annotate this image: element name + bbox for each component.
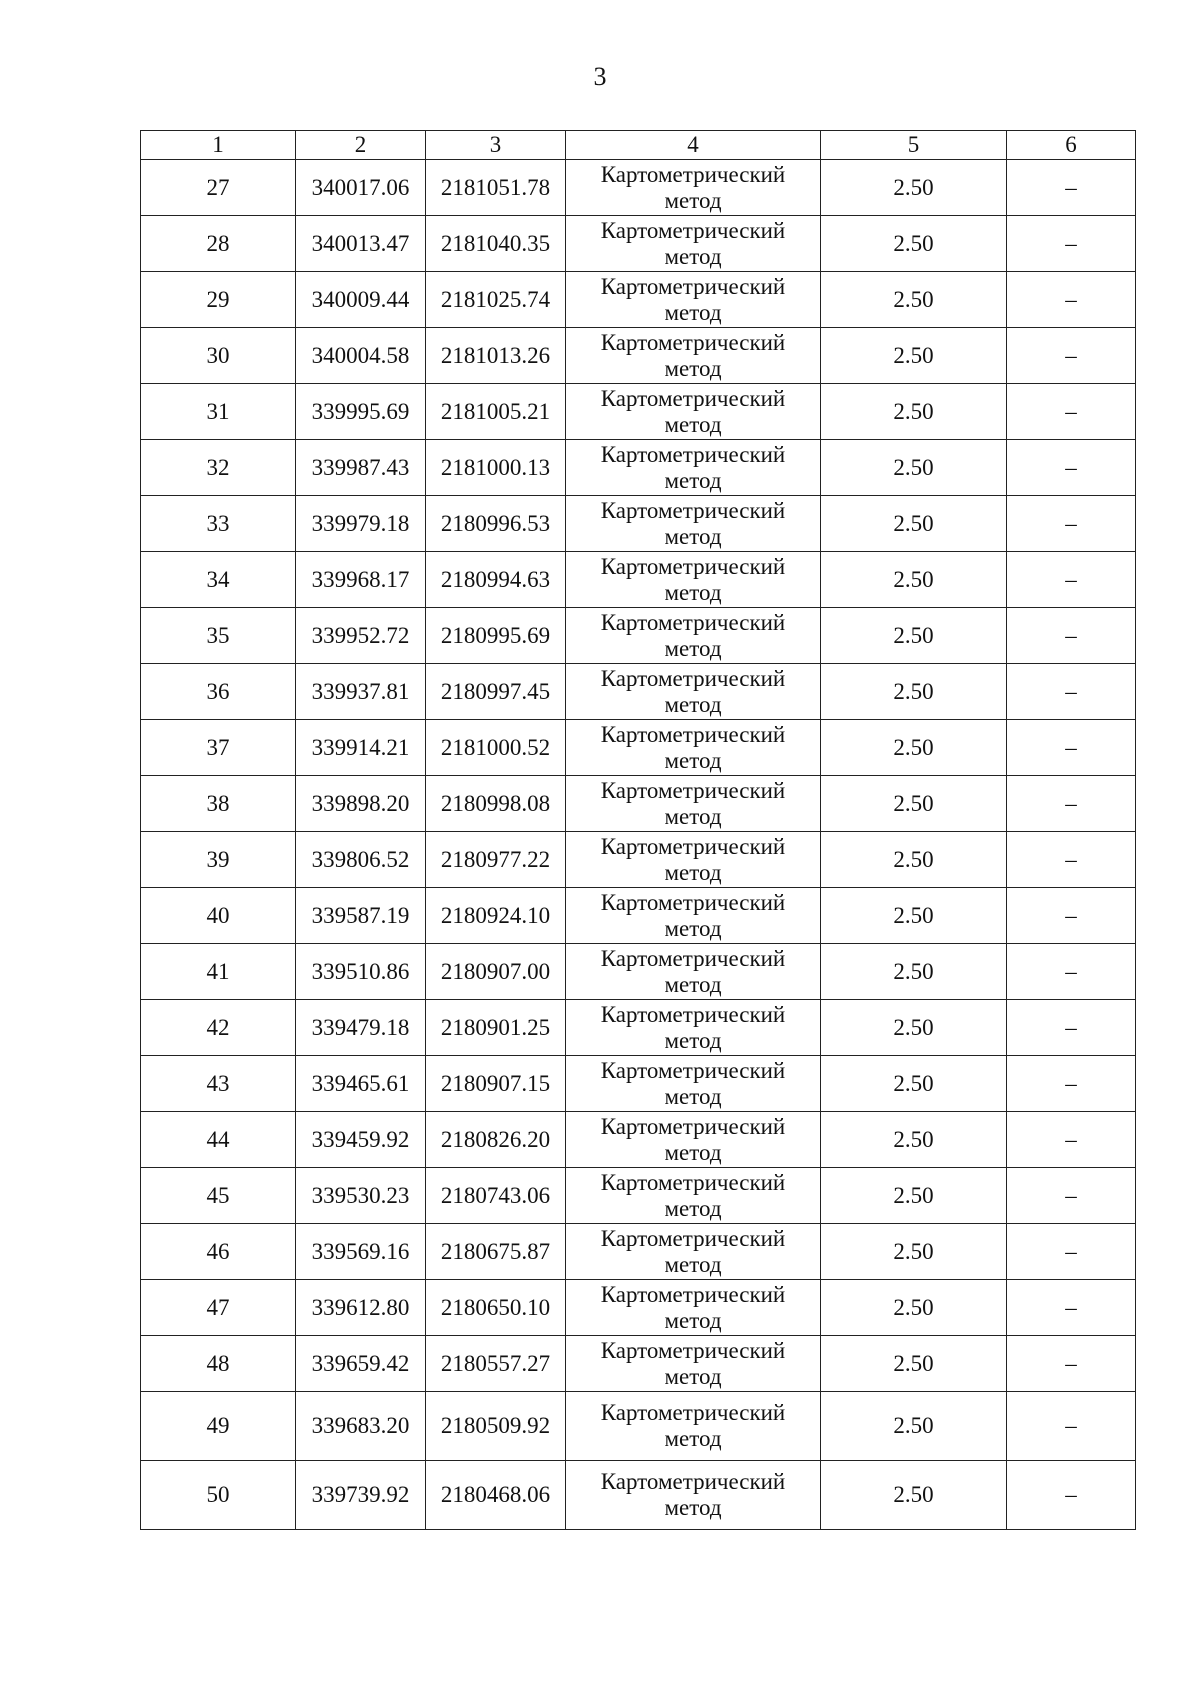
x-coordinate-cell: 339898.20: [296, 776, 426, 832]
table-row: [141, 328, 1136, 384]
point-number-cell: 29: [141, 272, 296, 328]
method-line-1: Картометрический: [600, 441, 786, 467]
method-line-1: Картометрический: [600, 1337, 786, 1363]
method-line-2: метод: [664, 1027, 722, 1053]
point-number-cell: 27: [141, 160, 296, 216]
point-number-cell: 28: [141, 216, 296, 272]
table-row: [141, 888, 1136, 944]
note-cell: –: [1007, 216, 1136, 272]
y-coordinate-cell: 2181013.26: [426, 328, 566, 384]
note-cell: –: [1007, 776, 1136, 832]
y-coordinate-cell: 2181051.78: [426, 160, 566, 216]
table-row: [141, 720, 1136, 776]
method-cell: [566, 1336, 821, 1392]
method-line-2: метод: [664, 467, 722, 493]
y-coordinate-cell: 2180994.63: [426, 552, 566, 608]
y-coordinate-cell: 2180924.10: [426, 888, 566, 944]
x-coordinate-cell: 339479.18: [296, 1000, 426, 1056]
method-cell: [566, 608, 821, 664]
note-cell: –: [1007, 1056, 1136, 1112]
x-coordinate-cell: 339683.20: [296, 1392, 426, 1461]
method-line-2: метод: [664, 971, 722, 997]
accuracy-cell: 2.50: [821, 1392, 1007, 1461]
method-line-2: метод: [664, 747, 722, 773]
header-cell: 1: [141, 131, 296, 160]
point-number-cell: 38: [141, 776, 296, 832]
point-number-cell: 39: [141, 832, 296, 888]
method-cell: [566, 496, 821, 552]
method-line-1: Картометрический: [600, 1057, 786, 1083]
point-number-cell: 49: [141, 1392, 296, 1461]
method-cell: [566, 1461, 821, 1530]
point-number-cell: 50: [141, 1461, 296, 1530]
method-line-2: метод: [664, 859, 722, 885]
method-cell: [566, 1280, 821, 1336]
method-cell: [566, 1056, 821, 1112]
accuracy-cell: 2.50: [821, 776, 1007, 832]
x-coordinate-cell: 339995.69: [296, 384, 426, 440]
method-cell: [566, 552, 821, 608]
method-line-2: метод: [664, 523, 722, 549]
method-line-1: Картометрический: [600, 777, 786, 803]
method-line-2: метод: [664, 691, 722, 717]
table-row: [141, 1112, 1136, 1168]
point-number-cell: 32: [141, 440, 296, 496]
table-row: [141, 1168, 1136, 1224]
method-line-2: метод: [664, 243, 722, 269]
header-cell: 2: [296, 131, 426, 160]
header-cell: 6: [1007, 131, 1136, 160]
method-line-1: Картометрический: [600, 217, 786, 243]
method-line-2: метод: [664, 579, 722, 605]
accuracy-cell: 2.50: [821, 1461, 1007, 1530]
y-coordinate-cell: 2181000.52: [426, 720, 566, 776]
note-cell: –: [1007, 608, 1136, 664]
x-coordinate-cell: 339530.23: [296, 1168, 426, 1224]
method-line-1: Картометрический: [600, 385, 786, 411]
y-coordinate-cell: 2180901.25: [426, 1000, 566, 1056]
accuracy-cell: 2.50: [821, 328, 1007, 384]
method-line-2: метод: [664, 1251, 722, 1277]
accuracy-cell: 2.50: [821, 832, 1007, 888]
accuracy-cell: 2.50: [821, 608, 1007, 664]
table-body: [141, 160, 1136, 1530]
x-coordinate-cell: 340017.06: [296, 160, 426, 216]
x-coordinate-cell: 339569.16: [296, 1224, 426, 1280]
method-cell: [566, 272, 821, 328]
table-row: [141, 664, 1136, 720]
table-row: [141, 1461, 1136, 1530]
method-line-2: метод: [664, 1307, 722, 1333]
method-line-1: Картометрический: [600, 1469, 786, 1494]
method-line-1: Картометрический: [600, 1400, 786, 1425]
y-coordinate-cell: 2181040.35: [426, 216, 566, 272]
table-row: [141, 944, 1136, 1000]
method-line-2: метод: [664, 187, 722, 213]
method-cell: [566, 888, 821, 944]
method-cell: [566, 1168, 821, 1224]
table-row: [141, 1224, 1136, 1280]
y-coordinate-cell: 2180977.22: [426, 832, 566, 888]
accuracy-cell: 2.50: [821, 496, 1007, 552]
note-cell: –: [1007, 1461, 1136, 1530]
header-cell: 5: [821, 131, 1007, 160]
method-cell: [566, 440, 821, 496]
header-cell: 3: [426, 131, 566, 160]
accuracy-cell: 2.50: [821, 1056, 1007, 1112]
point-number-cell: 40: [141, 888, 296, 944]
table-row: [141, 384, 1136, 440]
y-coordinate-cell: 2180996.53: [426, 496, 566, 552]
y-coordinate-cell: 2180743.06: [426, 1168, 566, 1224]
table-row: [141, 552, 1136, 608]
method-cell: [566, 944, 821, 1000]
table-row: [141, 1336, 1136, 1392]
method-line-1: Картометрический: [600, 273, 786, 299]
x-coordinate-cell: 339806.52: [296, 832, 426, 888]
note-cell: –: [1007, 328, 1136, 384]
coordinates-table: [140, 130, 1136, 1530]
method-line-2: метод: [664, 1426, 722, 1451]
accuracy-cell: 2.50: [821, 720, 1007, 776]
point-number-cell: 46: [141, 1224, 296, 1280]
method-line-1: Картометрический: [600, 1113, 786, 1139]
y-coordinate-cell: 2180907.00: [426, 944, 566, 1000]
method-line-1: Картометрический: [600, 329, 786, 355]
x-coordinate-cell: 339937.81: [296, 664, 426, 720]
point-number-cell: 42: [141, 1000, 296, 1056]
method-cell: [566, 1000, 821, 1056]
table-row: [141, 160, 1136, 216]
note-cell: –: [1007, 888, 1136, 944]
method-cell: [566, 776, 821, 832]
method-cell: [566, 384, 821, 440]
table-row: [141, 1392, 1136, 1461]
note-cell: –: [1007, 1280, 1136, 1336]
point-number-cell: 36: [141, 664, 296, 720]
method-line-2: метод: [664, 355, 722, 381]
x-coordinate-cell: 340009.44: [296, 272, 426, 328]
y-coordinate-cell: 2180998.08: [426, 776, 566, 832]
accuracy-cell: 2.50: [821, 888, 1007, 944]
method-line-2: метод: [664, 915, 722, 941]
note-cell: –: [1007, 1000, 1136, 1056]
x-coordinate-cell: 339914.21: [296, 720, 426, 776]
accuracy-cell: 2.50: [821, 552, 1007, 608]
point-number-cell: 37: [141, 720, 296, 776]
method-line-1: Картометрический: [600, 497, 786, 523]
y-coordinate-cell: 2180997.45: [426, 664, 566, 720]
accuracy-cell: 2.50: [821, 1224, 1007, 1280]
note-cell: –: [1007, 272, 1136, 328]
point-number-cell: 30: [141, 328, 296, 384]
table-row: [141, 272, 1136, 328]
point-number-cell: 33: [141, 496, 296, 552]
method-cell: [566, 1224, 821, 1280]
table-row: [141, 1056, 1136, 1112]
table-row: [141, 1000, 1136, 1056]
point-number-cell: 48: [141, 1336, 296, 1392]
method-cell: [566, 1392, 821, 1461]
point-number-cell: 45: [141, 1168, 296, 1224]
note-cell: –: [1007, 440, 1136, 496]
y-coordinate-cell: 2181025.74: [426, 272, 566, 328]
method-cell: [566, 1112, 821, 1168]
header-row: [141, 131, 1136, 160]
method-line-1: Картометрический: [600, 161, 786, 187]
note-cell: –: [1007, 384, 1136, 440]
page-number: 3: [593, 62, 607, 91]
point-number-cell: 31: [141, 384, 296, 440]
method-cell: [566, 216, 821, 272]
y-coordinate-cell: 2180675.87: [426, 1224, 566, 1280]
note-cell: –: [1007, 720, 1136, 776]
x-coordinate-cell: 339587.19: [296, 888, 426, 944]
accuracy-cell: 2.50: [821, 1168, 1007, 1224]
method-line-1: Картометрический: [600, 945, 786, 971]
method-line-1: Картометрический: [600, 609, 786, 635]
y-coordinate-cell: 2180557.27: [426, 1336, 566, 1392]
method-line-1: Картометрический: [600, 721, 786, 747]
method-line-2: метод: [664, 1363, 722, 1389]
table-row: [141, 608, 1136, 664]
method-line-1: Картометрический: [600, 1169, 786, 1195]
y-coordinate-cell: 2180509.92: [426, 1392, 566, 1461]
accuracy-cell: 2.50: [821, 440, 1007, 496]
x-coordinate-cell: 339739.92: [296, 1461, 426, 1530]
method-cell: [566, 720, 821, 776]
x-coordinate-cell: 339987.43: [296, 440, 426, 496]
y-coordinate-cell: 2181005.21: [426, 384, 566, 440]
x-coordinate-cell: 339510.86: [296, 944, 426, 1000]
accuracy-cell: 2.50: [821, 1280, 1007, 1336]
y-coordinate-cell: 2180907.15: [426, 1056, 566, 1112]
x-coordinate-cell: 339968.17: [296, 552, 426, 608]
method-line-2: метод: [664, 1195, 722, 1221]
accuracy-cell: 2.50: [821, 272, 1007, 328]
note-cell: –: [1007, 1112, 1136, 1168]
accuracy-cell: 2.50: [821, 664, 1007, 720]
y-coordinate-cell: 2180468.06: [426, 1461, 566, 1530]
point-number-cell: 41: [141, 944, 296, 1000]
header-cell: 4: [566, 131, 821, 160]
point-number-cell: 43: [141, 1056, 296, 1112]
note-cell: –: [1007, 664, 1136, 720]
note-cell: –: [1007, 1224, 1136, 1280]
x-coordinate-cell: 339459.92: [296, 1112, 426, 1168]
method-line-1: Картометрический: [600, 1225, 786, 1251]
y-coordinate-cell: 2180995.69: [426, 608, 566, 664]
method-cell: [566, 664, 821, 720]
note-cell: –: [1007, 496, 1136, 552]
table-row: [141, 216, 1136, 272]
method-line-2: метод: [664, 1139, 722, 1165]
method-line-1: Картометрический: [600, 553, 786, 579]
point-number-cell: 35: [141, 608, 296, 664]
method-line-1: Картометрический: [600, 1281, 786, 1307]
method-line-2: метод: [664, 299, 722, 325]
y-coordinate-cell: 2181000.13: [426, 440, 566, 496]
method-line-2: метод: [664, 411, 722, 437]
accuracy-cell: 2.50: [821, 1112, 1007, 1168]
point-number-cell: 47: [141, 1280, 296, 1336]
x-coordinate-cell: 339952.72: [296, 608, 426, 664]
point-number-cell: 44: [141, 1112, 296, 1168]
method-line-2: метод: [664, 1083, 722, 1109]
point-number-cell: 34: [141, 552, 296, 608]
accuracy-cell: 2.50: [821, 1336, 1007, 1392]
method-cell: [566, 832, 821, 888]
x-coordinate-cell: 340004.58: [296, 328, 426, 384]
method-cell: [566, 328, 821, 384]
x-coordinate-cell: 339612.80: [296, 1280, 426, 1336]
note-cell: –: [1007, 832, 1136, 888]
method-line-1: Картометрический: [600, 665, 786, 691]
accuracy-cell: 2.50: [821, 1000, 1007, 1056]
note-cell: –: [1007, 160, 1136, 216]
y-coordinate-cell: 2180650.10: [426, 1280, 566, 1336]
table-row: [141, 832, 1136, 888]
table-row: [141, 1280, 1136, 1336]
method-line-2: метод: [664, 635, 722, 661]
method-cell: [566, 160, 821, 216]
method-line-1: Картометрический: [600, 889, 786, 915]
note-cell: –: [1007, 1392, 1136, 1461]
x-coordinate-cell: 339979.18: [296, 496, 426, 552]
method-line-1: Картометрический: [600, 833, 786, 859]
x-coordinate-cell: 339465.61: [296, 1056, 426, 1112]
table-row: [141, 440, 1136, 496]
accuracy-cell: 2.50: [821, 216, 1007, 272]
method-line-2: метод: [664, 1495, 722, 1520]
table-row: [141, 496, 1136, 552]
table-row: [141, 776, 1136, 832]
method-line-1: Картометрический: [600, 1001, 786, 1027]
note-cell: –: [1007, 552, 1136, 608]
note-cell: –: [1007, 944, 1136, 1000]
x-coordinate-cell: 339659.42: [296, 1336, 426, 1392]
accuracy-cell: 2.50: [821, 160, 1007, 216]
method-line-2: метод: [664, 803, 722, 829]
y-coordinate-cell: 2180826.20: [426, 1112, 566, 1168]
accuracy-cell: 2.50: [821, 384, 1007, 440]
x-coordinate-cell: 340013.47: [296, 216, 426, 272]
accuracy-cell: 2.50: [821, 944, 1007, 1000]
note-cell: –: [1007, 1168, 1136, 1224]
note-cell: –: [1007, 1336, 1136, 1392]
